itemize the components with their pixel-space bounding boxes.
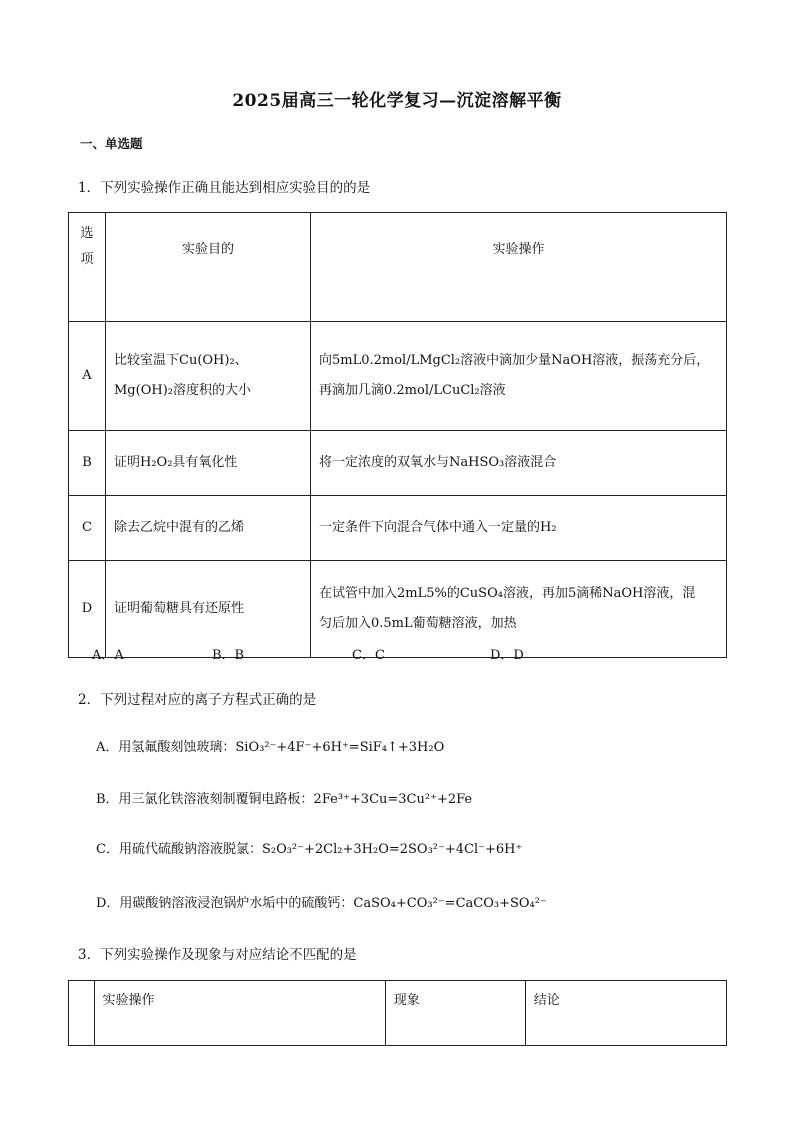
choice-c[interactable]: C．用硫代硫酸钠溶液脱氯：S₂O₃²⁻+2Cl₂+3H₂O=2SO₃²⁻+4Cl⁻+6H⁺ [96, 842, 523, 857]
table-row [69, 322, 727, 431]
header-blank [69, 981, 95, 1046]
header-phenomenon: 现象 [385, 981, 525, 1046]
row-operation: 在试管中加入2mL5%的CuSO₄溶液，再加5滴稀NaOH溶液，混 匀后加入0.5mL葡萄糖溶液，加热 [311, 561, 727, 658]
question-1-table [68, 212, 727, 658]
header-operation: 实验操作 [94, 981, 385, 1046]
row-operation: 将一定浓度的双氧水与NaHSO₃溶液混合 [311, 431, 727, 496]
row-purpose: 证明葡萄糖具有还原性 [106, 561, 311, 658]
table-row [69, 561, 727, 658]
row-purpose: 比较室温下Cu(OH)₂、 Mg(OH)₂溶度积的大小 [106, 322, 311, 431]
table-header-row [69, 213, 727, 322]
header-option: 选 项 [69, 213, 106, 322]
choice-b[interactable]: B．用三氯化铁溶液刻制覆铜电路板：2Fe³⁺+3Cu=3Cu²⁺+2Fe [96, 792, 473, 807]
option-b[interactable]: B．B [212, 648, 245, 663]
header-conclusion: 结论 [525, 981, 726, 1046]
header-operation: 实验操作 [311, 213, 727, 322]
row-operation: 一定条件下向混合气体中通入一定量的H₂ [311, 496, 727, 561]
option-a[interactable]: A．A [92, 648, 124, 663]
row-operation: 向5mL0.2mol/LMgCl₂溶液中滴加少量NaOH溶液，振荡充分后， 再滴加几滴0.2mol/LCuCl₂溶液 [311, 322, 727, 431]
document-title: 2025届高三一轮化学复习—沉淀溶解平衡 [232, 91, 562, 111]
question-3-stem: 3．下列实验操作及现象与对应结论不匹配的是 [78, 947, 357, 963]
question-1-options [92, 644, 652, 664]
choice-a[interactable]: A．用氢氟酸刻蚀玻璃：SiO₃²⁻+4F⁻+6H⁺=SiF₄↑+3H₂O [96, 740, 445, 755]
header-purpose: 实验目的 [106, 213, 311, 322]
table-row [69, 496, 727, 561]
section-heading: 一、单选题 [80, 136, 143, 151]
row-option: D [69, 561, 106, 658]
option-d[interactable]: D．D [490, 648, 524, 663]
row-option: A [69, 322, 106, 431]
row-option: C [69, 496, 106, 561]
row-purpose: 除去乙烷中混有的乙烯 [106, 496, 311, 561]
question-1-stem: 1．下列实验操作正确且能达到相应实验目的的是 [78, 180, 371, 196]
question-3-table [68, 980, 727, 1046]
table-row [69, 431, 727, 496]
option-c[interactable]: C．C [352, 648, 385, 663]
choice-d[interactable]: D．用碳酸钠溶液浸泡锅炉水垢中的硫酸钙：CaSO₄+CO₃²⁻=CaCO₃+SO₄²⁻ [96, 896, 547, 911]
row-option: B [69, 431, 106, 496]
question-2-stem: 2．下列过程对应的离子方程式正确的是 [78, 692, 317, 708]
table-header-row [69, 981, 727, 1046]
row-purpose: 证明H₂O₂具有氧化性 [106, 431, 311, 496]
